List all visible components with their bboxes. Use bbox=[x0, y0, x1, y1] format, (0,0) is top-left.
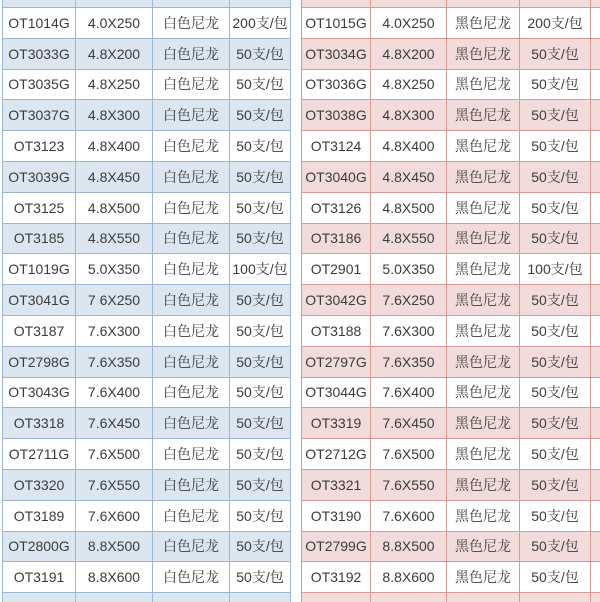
size-cell: 7.6X300 bbox=[371, 315, 447, 346]
pack-quantity-cell: 50支/包 bbox=[520, 377, 591, 408]
table-row bbox=[302, 346, 600, 377]
product-code-cell: OT3036G bbox=[302, 69, 371, 100]
material-cell: 黑色尼龙 bbox=[447, 315, 520, 346]
product-code-cell: OT3035G bbox=[3, 69, 76, 100]
clipped-extra-cell bbox=[591, 131, 600, 162]
product-code-cell: OT2800G bbox=[3, 531, 76, 562]
size-cell: 7.6X400 bbox=[371, 377, 447, 408]
pack-quantity-cell: 50支/包 bbox=[520, 223, 591, 254]
clipped-extra-cell bbox=[591, 0, 600, 8]
material-cell: 黑色尼龙 bbox=[447, 439, 520, 470]
material-cell: 黑色尼龙 bbox=[447, 254, 520, 285]
size-cell: 5.0X350 bbox=[371, 254, 447, 285]
table-row bbox=[302, 500, 600, 531]
table-row bbox=[302, 285, 600, 316]
material-cell: 白色尼龙 bbox=[153, 254, 230, 285]
product-code-cell: OT3124 bbox=[302, 131, 371, 162]
table-row bbox=[3, 346, 291, 377]
clipped-extra-cell bbox=[591, 100, 600, 131]
table-row bbox=[3, 69, 291, 100]
material-cell: 白色尼龙 bbox=[153, 439, 230, 470]
product-code-cell: OT2712G bbox=[302, 439, 371, 470]
material-cell: 黑色尼龙 bbox=[447, 285, 520, 316]
size-cell: 7.6X500 bbox=[76, 439, 153, 470]
table-row bbox=[3, 161, 291, 192]
material-cell: 白色尼龙 bbox=[153, 100, 230, 131]
clipped-extra-cell bbox=[591, 223, 600, 254]
pack-quantity-cell: 100支/包 bbox=[230, 254, 291, 285]
material-cell: 白色尼龙 bbox=[153, 161, 230, 192]
size-cell: 4.8X300 bbox=[371, 100, 447, 131]
table-row bbox=[302, 223, 600, 254]
pack-quantity-cell: 50支/包 bbox=[230, 315, 291, 346]
material-cell: 黑色尼龙 bbox=[447, 223, 520, 254]
product-code-cell: OT3038G bbox=[302, 100, 371, 131]
product-code-cell: OT1019G bbox=[3, 254, 76, 285]
product-code-cell: OT3319 bbox=[302, 408, 371, 439]
pack-quantity-cell: 50支/包 bbox=[230, 161, 291, 192]
material-cell: 黑色尼龙 bbox=[447, 562, 520, 593]
table-row bbox=[3, 38, 291, 69]
product-code-cell: OT3043G bbox=[3, 377, 76, 408]
pack-quantity-cell: 50支/包 bbox=[230, 131, 291, 162]
product-code-cell: OT3126 bbox=[302, 192, 371, 223]
table-row bbox=[3, 131, 291, 162]
size-cell: 8.8X600 bbox=[76, 562, 153, 593]
size-cell: 4.0X250 bbox=[371, 8, 447, 39]
clipped-extra-cell bbox=[591, 469, 600, 500]
product-code-cell: OT3123 bbox=[3, 131, 76, 162]
size-cell: 4.8X550 bbox=[371, 223, 447, 254]
size-cell: 7.6X350 bbox=[76, 346, 153, 377]
clipped-extra-cell bbox=[591, 531, 600, 562]
size-cell: 8.8X500 bbox=[76, 531, 153, 562]
size-cell: 7.6X550 bbox=[371, 469, 447, 500]
size-cell: 4.8X400 bbox=[76, 131, 153, 162]
pack-quantity-cell: 50支/包 bbox=[230, 562, 291, 593]
pack-quantity-cell: 50支/包 bbox=[520, 469, 591, 500]
size-cell: 4.8X500 bbox=[371, 192, 447, 223]
pack-quantity-cell: 50支/包 bbox=[520, 100, 591, 131]
pack-quantity-cell: 100支/包 bbox=[520, 254, 591, 285]
pack-quantity-cell: 50支/包 bbox=[230, 531, 291, 562]
table-row bbox=[302, 131, 600, 162]
clipped-extra-cell bbox=[591, 500, 600, 531]
product-code-cell: OT2901 bbox=[302, 254, 371, 285]
pack-quantity-cell: 200支/包 bbox=[230, 8, 291, 39]
material-cell: 白色尼龙 bbox=[153, 69, 230, 100]
size-cell: 4.8X500 bbox=[76, 192, 153, 223]
black-nylon-table-container bbox=[301, 0, 600, 602]
pack-quantity-cell: 50支/包 bbox=[230, 38, 291, 69]
pack-quantity-cell: 50支/包 bbox=[520, 192, 591, 223]
table-row bbox=[302, 69, 600, 100]
size-cell: 4.8X450 bbox=[371, 161, 447, 192]
size-cell bbox=[371, 0, 447, 8]
material-cell: 白色尼龙 bbox=[153, 38, 230, 69]
size-cell: 4.8X200 bbox=[76, 38, 153, 69]
table-row bbox=[302, 469, 600, 500]
material-cell: 黑色尼龙 bbox=[447, 161, 520, 192]
product-code-cell: OT3187 bbox=[3, 315, 76, 346]
product-code-cell: OT3185 bbox=[3, 223, 76, 254]
size-cell bbox=[76, 0, 153, 8]
material-cell: 黑色尼龙 bbox=[447, 377, 520, 408]
table-row bbox=[302, 531, 600, 562]
material-cell: 白色尼龙 bbox=[153, 223, 230, 254]
white-nylon-table bbox=[2, 0, 291, 602]
product-code-cell: OT3037G bbox=[3, 100, 76, 131]
partial-clipped-row bbox=[302, 593, 600, 602]
clipped-extra-cell bbox=[591, 562, 600, 593]
pack-quantity-cell: 50支/包 bbox=[230, 100, 291, 131]
pack-quantity-cell: 50支/包 bbox=[230, 408, 291, 439]
product-code-cell: OT3320 bbox=[3, 469, 76, 500]
product-code-cell: OT3192 bbox=[302, 562, 371, 593]
product-code-cell: OT3039G bbox=[3, 161, 76, 192]
size-cell: 4.8X400 bbox=[371, 131, 447, 162]
table-row bbox=[3, 500, 291, 531]
white-nylon-table-container bbox=[2, 0, 291, 602]
product-code-cell: OT3044G bbox=[302, 377, 371, 408]
material-cell: 白色尼龙 bbox=[153, 408, 230, 439]
product-code-cell: OT3188 bbox=[302, 315, 371, 346]
material-cell: 白色尼龙 bbox=[153, 315, 230, 346]
material-cell: 黑色尼龙 bbox=[447, 69, 520, 100]
clipped-extra-cell bbox=[591, 408, 600, 439]
product-code-cell: OT3034G bbox=[302, 38, 371, 69]
table-row bbox=[302, 8, 600, 39]
clipped-extra-cell bbox=[591, 593, 600, 602]
product-code-cell: OT3040G bbox=[302, 161, 371, 192]
table-row bbox=[3, 469, 291, 500]
pack-quantity-cell: 50支/包 bbox=[520, 131, 591, 162]
pack-quantity-cell bbox=[520, 593, 591, 602]
clipped-extra-cell bbox=[591, 254, 600, 285]
size-cell: 4.8X550 bbox=[76, 223, 153, 254]
table-row bbox=[302, 38, 600, 69]
table-row bbox=[302, 100, 600, 131]
table-row bbox=[3, 531, 291, 562]
pack-quantity-cell: 50支/包 bbox=[230, 346, 291, 377]
pack-quantity-cell: 50支/包 bbox=[520, 439, 591, 470]
material-cell: 白色尼龙 bbox=[153, 285, 230, 316]
clipped-extra-cell bbox=[591, 38, 600, 69]
size-cell bbox=[371, 593, 447, 602]
size-cell: 7 6X250 bbox=[76, 285, 153, 316]
pack-quantity-cell: 50支/包 bbox=[520, 346, 591, 377]
pack-quantity-cell: 50支/包 bbox=[230, 192, 291, 223]
material-cell: 白色尼龙 bbox=[153, 469, 230, 500]
material-cell: 白色尼龙 bbox=[153, 131, 230, 162]
material-cell: 黑色尼龙 bbox=[447, 131, 520, 162]
table-row bbox=[3, 223, 291, 254]
pack-quantity-cell bbox=[230, 593, 291, 602]
size-cell: 7.6X600 bbox=[371, 500, 447, 531]
pack-quantity-cell: 50支/包 bbox=[520, 562, 591, 593]
material-cell: 白色尼龙 bbox=[153, 8, 230, 39]
table-row bbox=[3, 377, 291, 408]
size-cell: 7.6X450 bbox=[76, 408, 153, 439]
size-cell: 4.8X300 bbox=[76, 100, 153, 131]
material-cell: 白色尼龙 bbox=[153, 531, 230, 562]
product-code-cell: OT3318 bbox=[3, 408, 76, 439]
size-cell: 4.8X450 bbox=[76, 161, 153, 192]
pack-quantity-cell: 50支/包 bbox=[520, 315, 591, 346]
size-cell: 7.6X300 bbox=[76, 315, 153, 346]
table-row bbox=[302, 562, 600, 593]
pack-quantity-cell: 50支/包 bbox=[520, 408, 591, 439]
size-cell: 8.8X500 bbox=[371, 531, 447, 562]
product-code-cell: OT2711G bbox=[3, 439, 76, 470]
table-row bbox=[3, 408, 291, 439]
clipped-extra-cell bbox=[591, 69, 600, 100]
material-cell: 白色尼龙 bbox=[153, 192, 230, 223]
clipped-extra-cell bbox=[591, 285, 600, 316]
size-cell: 4.8X250 bbox=[371, 69, 447, 100]
table-row bbox=[302, 315, 600, 346]
table-row bbox=[3, 192, 291, 223]
material-cell: 黑色尼龙 bbox=[447, 100, 520, 131]
material-cell: 黑色尼龙 bbox=[447, 192, 520, 223]
material-cell: 黑色尼龙 bbox=[447, 8, 520, 39]
pack-quantity-cell: 50支/包 bbox=[520, 531, 591, 562]
pack-quantity-cell bbox=[520, 0, 591, 8]
size-cell: 4.8X200 bbox=[371, 38, 447, 69]
size-cell: 7.6X250 bbox=[371, 285, 447, 316]
product-code-cell: OT3041G bbox=[3, 285, 76, 316]
table-row bbox=[3, 315, 291, 346]
black-nylon-table bbox=[301, 0, 600, 602]
pack-quantity-cell: 200支/包 bbox=[520, 8, 591, 39]
material-cell bbox=[153, 593, 230, 602]
table-row bbox=[3, 254, 291, 285]
material-cell: 黑色尼龙 bbox=[447, 469, 520, 500]
material-cell: 黑色尼龙 bbox=[447, 531, 520, 562]
product-code-cell: OT3033G bbox=[3, 38, 76, 69]
size-cell: 7.6X600 bbox=[76, 500, 153, 531]
size-cell: 4.8X250 bbox=[76, 69, 153, 100]
material-cell: 白色尼龙 bbox=[153, 377, 230, 408]
pack-quantity-cell: 50支/包 bbox=[520, 500, 591, 531]
size-cell: 4.0X250 bbox=[76, 8, 153, 39]
product-code-cell bbox=[3, 593, 76, 602]
clipped-extra-cell bbox=[591, 346, 600, 377]
pack-quantity-cell: 50支/包 bbox=[520, 285, 591, 316]
table-row bbox=[3, 562, 291, 593]
partial-clipped-row bbox=[302, 0, 600, 8]
table-row bbox=[3, 285, 291, 316]
size-cell: 8.8X600 bbox=[371, 562, 447, 593]
product-code-cell: OT2797G bbox=[302, 346, 371, 377]
partial-clipped-row bbox=[3, 593, 291, 602]
product-code-cell: OT3125 bbox=[3, 192, 76, 223]
product-code-cell bbox=[302, 593, 371, 602]
size-cell: 7.6X550 bbox=[76, 469, 153, 500]
clipped-extra-cell bbox=[591, 161, 600, 192]
pack-quantity-cell: 50支/包 bbox=[230, 377, 291, 408]
partial-clipped-row bbox=[3, 0, 291, 8]
material-cell: 黑色尼龙 bbox=[447, 346, 520, 377]
clipped-extra-cell bbox=[591, 439, 600, 470]
pack-quantity-cell: 50支/包 bbox=[230, 285, 291, 316]
pack-quantity-cell: 50支/包 bbox=[520, 69, 591, 100]
clipped-extra-cell bbox=[591, 377, 600, 408]
product-code-cell: OT3186 bbox=[302, 223, 371, 254]
table-row bbox=[302, 161, 600, 192]
product-code-cell bbox=[302, 0, 371, 8]
clipped-extra-cell bbox=[591, 192, 600, 223]
product-code-cell: OT1014G bbox=[3, 8, 76, 39]
size-cell: 7.6X500 bbox=[371, 439, 447, 470]
product-code-cell bbox=[3, 0, 76, 8]
material-cell: 黑色尼龙 bbox=[447, 500, 520, 531]
size-cell: 7.6X450 bbox=[371, 408, 447, 439]
pack-quantity-cell bbox=[230, 0, 291, 8]
pack-quantity-cell: 50支/包 bbox=[520, 161, 591, 192]
material-cell: 黑色尼龙 bbox=[447, 408, 520, 439]
product-code-cell: OT3042G bbox=[302, 285, 371, 316]
product-code-cell: OT2799G bbox=[302, 531, 371, 562]
table-row bbox=[3, 8, 291, 39]
clipped-extra-cell bbox=[591, 315, 600, 346]
product-code-cell: OT2798G bbox=[3, 346, 76, 377]
pack-quantity-cell: 50支/包 bbox=[230, 500, 291, 531]
product-code-cell: OT3190 bbox=[302, 500, 371, 531]
material-cell: 白色尼龙 bbox=[153, 346, 230, 377]
clipped-extra-cell bbox=[591, 8, 600, 39]
product-code-cell: OT3191 bbox=[3, 562, 76, 593]
size-cell: 7.6X400 bbox=[76, 377, 153, 408]
material-cell bbox=[153, 0, 230, 8]
table-row bbox=[3, 100, 291, 131]
table-row bbox=[302, 192, 600, 223]
pack-quantity-cell: 50支/包 bbox=[230, 69, 291, 100]
product-code-cell: OT1015G bbox=[302, 8, 371, 39]
size-cell bbox=[76, 593, 153, 602]
table-row bbox=[302, 408, 600, 439]
material-cell bbox=[447, 593, 520, 602]
size-cell: 5.0X350 bbox=[76, 254, 153, 285]
product-code-cell: OT3321 bbox=[302, 469, 371, 500]
material-cell: 黑色尼龙 bbox=[447, 38, 520, 69]
product-code-cell: OT3189 bbox=[3, 500, 76, 531]
size-cell: 7.6X350 bbox=[371, 346, 447, 377]
pack-quantity-cell: 50支/包 bbox=[230, 469, 291, 500]
pack-quantity-cell: 50支/包 bbox=[520, 38, 591, 69]
pack-quantity-cell: 50支/包 bbox=[230, 439, 291, 470]
table-row bbox=[3, 439, 291, 470]
material-cell: 白色尼龙 bbox=[153, 500, 230, 531]
table-row bbox=[302, 254, 600, 285]
material-cell: 白色尼龙 bbox=[153, 562, 230, 593]
table-row bbox=[302, 377, 600, 408]
pack-quantity-cell: 50支/包 bbox=[230, 223, 291, 254]
material-cell bbox=[447, 0, 520, 8]
table-row bbox=[302, 439, 600, 470]
